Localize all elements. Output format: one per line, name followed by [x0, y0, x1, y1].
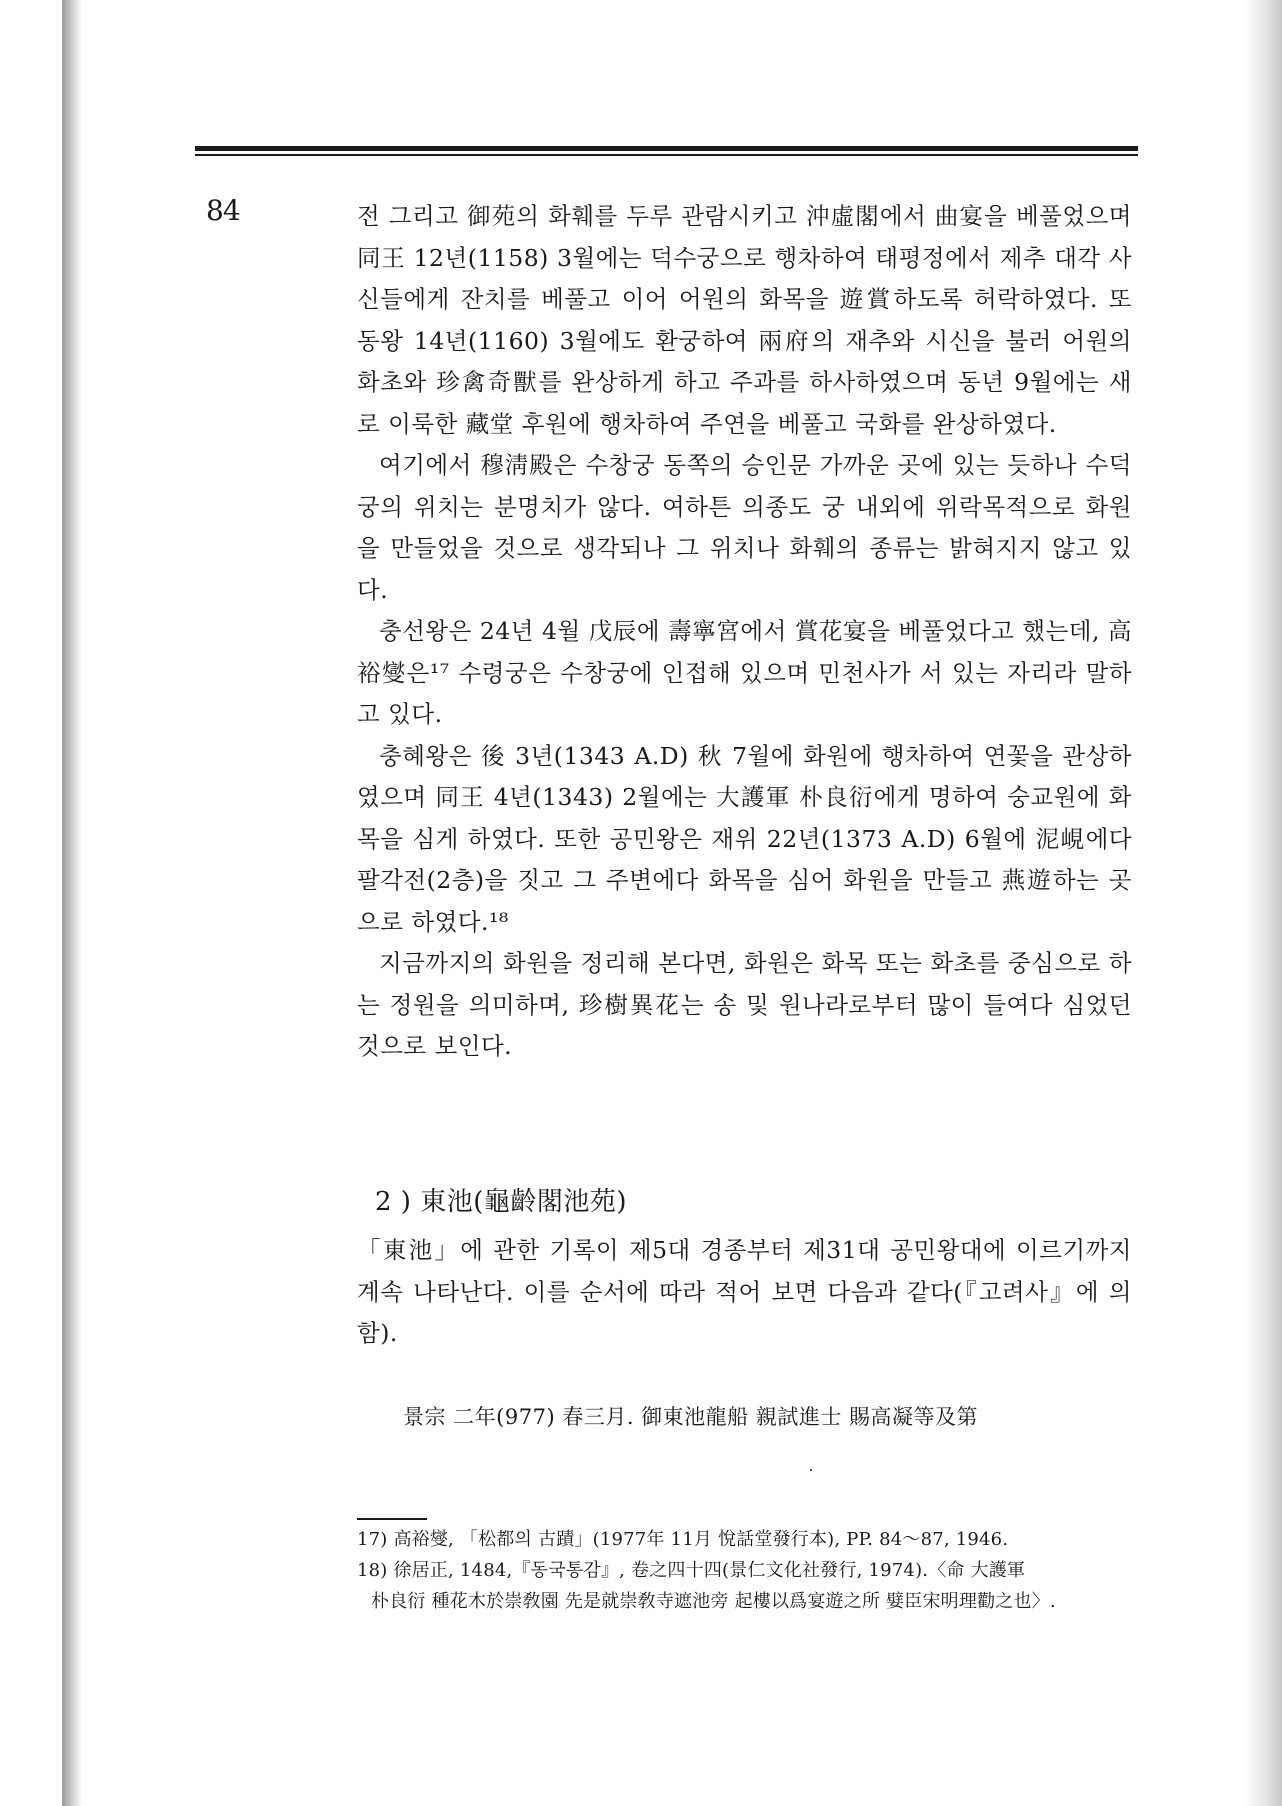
footnote-18	[357, 1555, 1137, 1617]
main-text	[357, 196, 1132, 1068]
paragraph-1: 전 그리고 御苑의 화훼를 두루 관람시키고 沖虛閣에서 曲宴을 베풀었으며 同王 12년(1158) 3월에는 덕수궁으로 행차하여 태평정에서 제추 대각 사신들에게 잔치를 베풀고 이어 어원의 화목을 遊賞하도록 허락하였다. 또 동왕 14년(1160) 3월에도 환궁하여 兩府의 재추와 시신을 불러 어원의 화초와 珍禽奇獸를 완상하게 하고 주과를 하사하였으며 동년 9월에는 새로 이룩한 藏堂 후원에 행차하여 주연을 베풀고 국화를 완상하였다.	[357, 202, 1132, 438]
page-edge-shadow-right	[1242, 0, 1282, 1806]
paragraph-3: 충선왕은 24년 4월 戊辰에 壽寧宮에서 賞花宴을 베풀었다고 했는데, 高裕燮은¹⁷ 수령궁은 수창궁에 인접해 있으며 민천사가 서 있는 자리라 말하고 있다.	[357, 617, 1132, 728]
footnotes	[357, 1524, 1137, 1617]
footnote-17-text: 17) 高裕燮, 「松都의 古蹟」(1977年 11月 悅話堂發行本), PP. 84〜87, 1946.	[357, 1529, 1009, 1550]
paragraph-5: 지금까지의 화원을 정리해 본다면, 화원은 화목 또는 화초를 중심으로 하는 정원을 의미하며, 珍樹異花는 송 및 원나라로부터 많이 들여다 심었던 것으로 보인다.	[357, 949, 1132, 1060]
section-paragraph: 「東池」에 관한 기록이 제5대 경종부터 제31대 공민왕대에 이르기까지 계속 나타난다. 이를 순서에 따라 적어 보면 다음과 같다(『고려사』에 의함).	[357, 1236, 1132, 1347]
page-number: 84	[206, 194, 240, 227]
page-edge-shadow-left	[62, 0, 82, 1806]
footnote-rule	[357, 1518, 427, 1520]
header-rule-thin	[195, 154, 1138, 156]
section-heading: 2 ) 東池(龜齡閣池苑)	[375, 1187, 628, 1217]
stray-dot	[810, 1469, 812, 1471]
paragraph-2: 여기에서 穆淸殿은 수창궁 동쪽의 승인문 가까운 곳에 있는 듯하나 수덕궁의 위치는 분명치가 않다. 여하튼 의종도 궁 내외에 위락목적으로 화원을 만들었을 것으로 생각되나 그 위치나 화훼의 종류는 밝혀지지 않고 있다.	[357, 451, 1132, 604]
footnote-17	[357, 1524, 1137, 1555]
footnote-18-continuation: 朴良衍 種花木於崇敎園 先是就崇敎寺遮池旁 起樓以爲宴遊之所 嬖臣宋明理勸之也〉.	[371, 1591, 1056, 1612]
section-body	[357, 1230, 1132, 1355]
footnote-18-text: 18) 徐居正, 1484,『동국통감』, 卷之四十四(景仁文化社發行, 1974).〈命 大護軍	[357, 1560, 1026, 1581]
header-rule-thick	[195, 146, 1138, 151]
quoted-record: 景宗 二年(977) 春三月. 御東池龍船 親試進士 賜高凝等及第	[403, 1405, 979, 1429]
paragraph-4: 충혜왕은 後 3년(1343 A.D) 秋 7월에 화원에 행차하여 연꽃을 관상하였으며 同王 4년(1343) 2월에는 大護軍 朴良衍에게 명하여 숭교원에 화목을 심게 하였다. 또한 공민왕은 재위 22년(1373 A.D) 6월에 泥峴에다 팔각전(2층)을 짓고 그 주변에다 화목을 심어 화원을 만들고 燕遊하는 곳으로 하였다.¹⁸	[357, 741, 1132, 936]
